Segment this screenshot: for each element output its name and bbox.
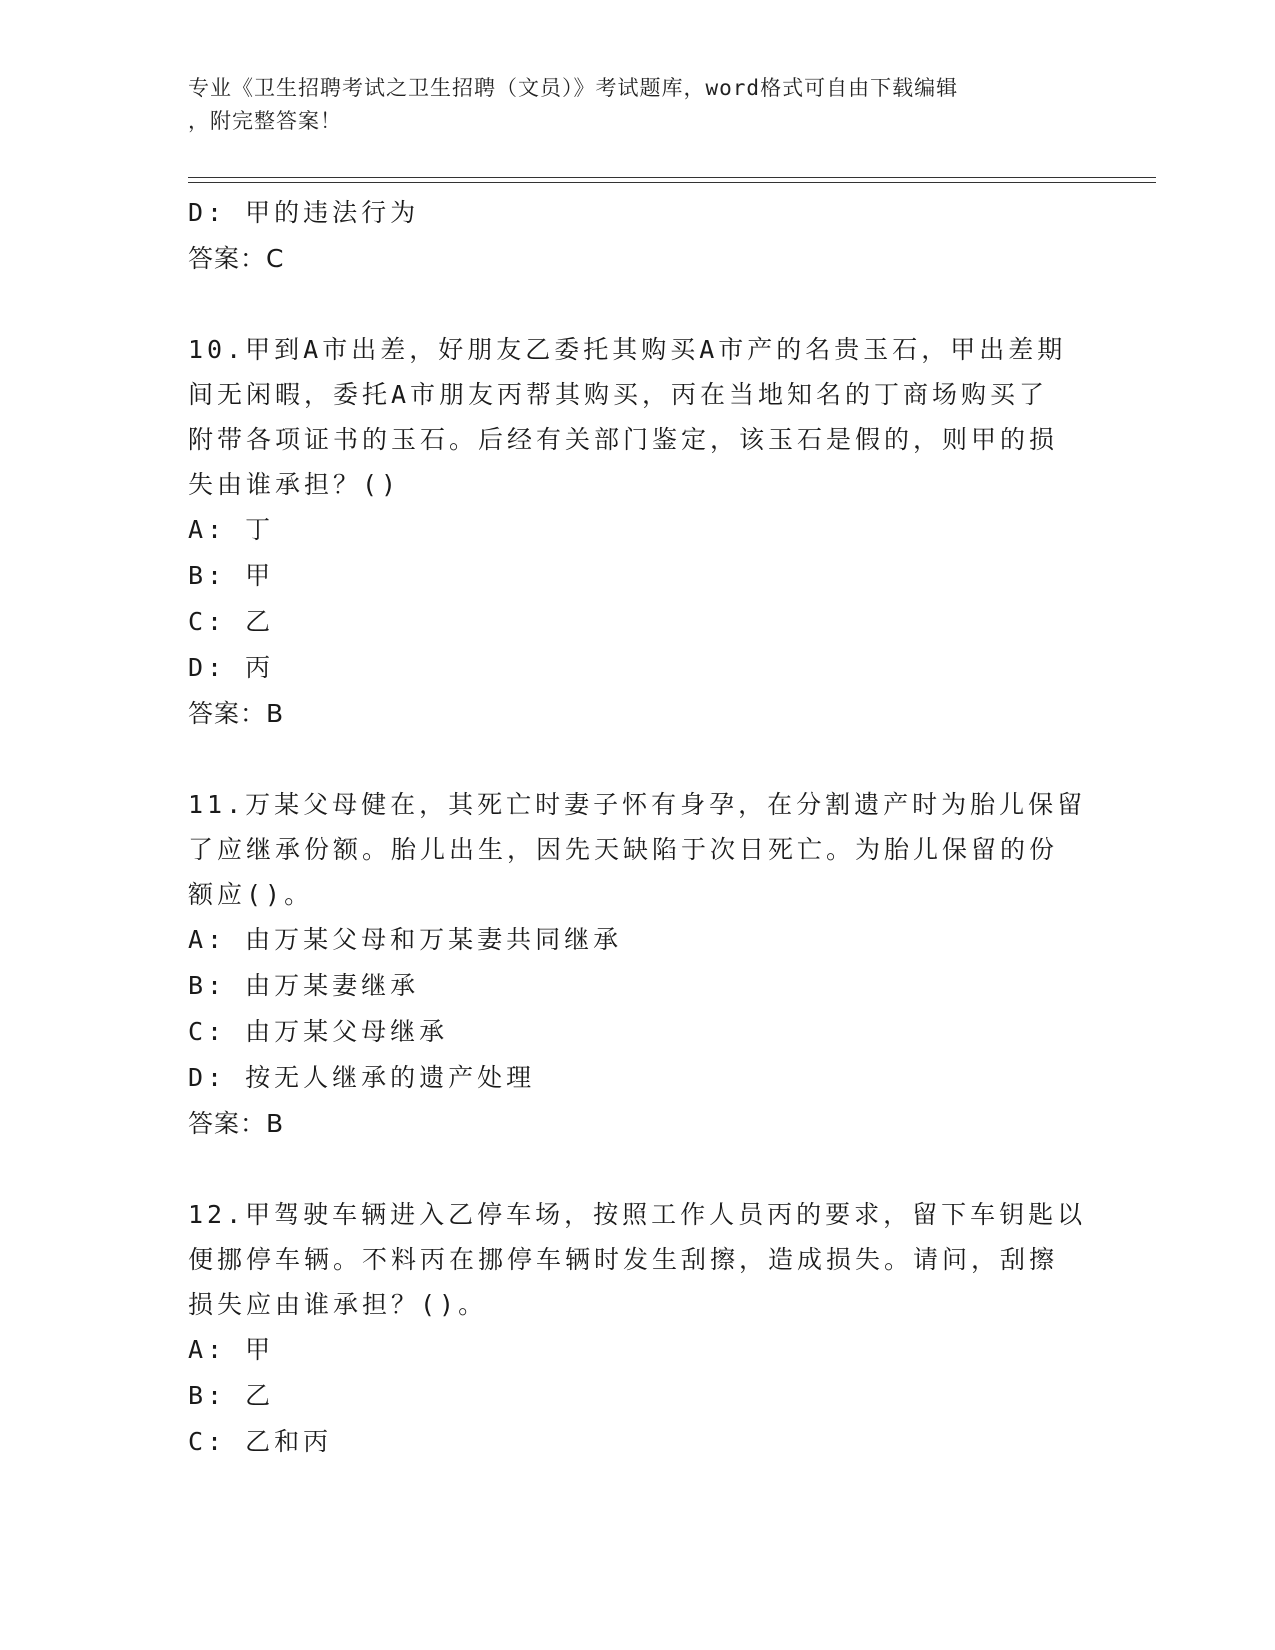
option-c: C: 乙 [188, 607, 275, 636]
option-a: A: 甲 [188, 1335, 275, 1364]
question-stem-line: 损失应由谁承担？()。 [188, 1290, 488, 1319]
option-a: A: 由万某父母和万某妻共同继承 [188, 925, 623, 954]
option-b: B: 由万某妻继承 [188, 971, 420, 1000]
spacer [188, 1147, 1088, 1192]
question-stem-line: 12.甲驾驶车辆进入乙停车场，按照工作人员丙的要求，留下车钥匙以 [188, 1200, 1087, 1229]
header-line-1: 专业《卫生招聘考试之卫生招聘（文员）》考试题库，word格式可自由下载编辑 [188, 76, 959, 100]
question-stem-line: 间无闲暇，委托A市朋友丙帮其购买，丙在当地知名的丁商场购买了 [188, 380, 1049, 409]
option-c: C: 由万某父母继承 [188, 1017, 449, 1046]
question-stem-line: 10.甲到A市出差，好朋友乙委托其购买A市产的名贵玉石，甲出差期 [188, 335, 1067, 364]
question-stem-line: 失由谁承担？() [188, 470, 401, 499]
prev-question-answer: 答案：C [188, 244, 285, 273]
option-c: C: 乙和丙 [188, 1427, 333, 1456]
option-b: B: 乙 [188, 1381, 275, 1410]
option-a: A: 丁 [188, 515, 275, 544]
header-divider-top [188, 177, 1156, 178]
question-stem-line: 附带各项证书的玉石。后经有关部门鉴定，该玉石是假的，则甲的损 [188, 425, 1059, 454]
option-d: D: 按无人继承的遗产处理 [188, 1063, 536, 1092]
answer-label: 答案：B [188, 699, 285, 728]
question-10 [188, 327, 1088, 737]
page-header [188, 72, 1068, 138]
question-stem-line: 额应()。 [188, 880, 314, 909]
question-content [188, 190, 1088, 1465]
answer-label: 答案：B [188, 1109, 285, 1138]
question-stem-line: 了应继承份额。胎儿出生，因先天缺陷于次日死亡。为胎儿保留的份 [188, 835, 1059, 864]
question-stem-line: 便挪停车辆。不料丙在挪停车辆时发生刮擦，造成损失。请问，刮擦 [188, 1245, 1059, 1274]
header-line-2: ，附完整答案！ [188, 109, 342, 133]
question-11 [188, 782, 1088, 1147]
option-d: D: 丙 [188, 653, 275, 682]
spacer [188, 737, 1088, 782]
header-divider-bottom [188, 182, 1156, 183]
prev-question-option-d: D: 甲的违法行为 [188, 198, 420, 227]
spacer [188, 282, 1088, 327]
option-b: B: 甲 [188, 561, 275, 590]
question-12 [188, 1192, 1088, 1465]
question-stem-line: 11.万某父母健在，其死亡时妻子怀有身孕，在分割遗产时为胎儿保留 [188, 790, 1087, 819]
